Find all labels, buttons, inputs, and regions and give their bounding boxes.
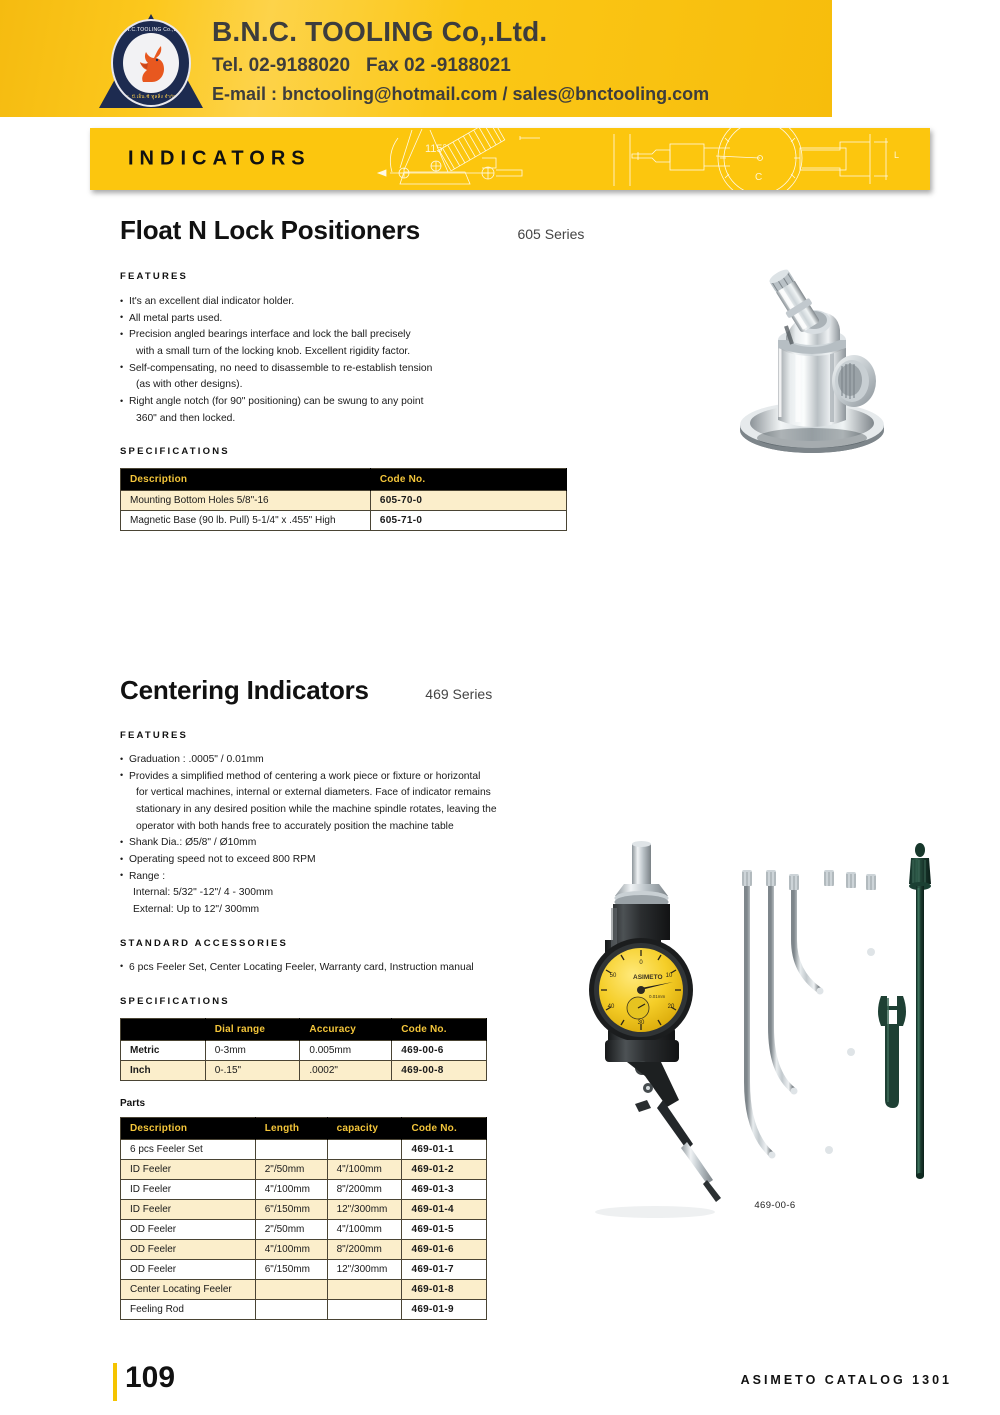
list-item: External: Up to 12"/ 300mm: [133, 904, 260, 916]
section-2-series: 469 Series: [425, 686, 493, 702]
cell-length: 4"/100mm: [255, 1180, 327, 1200]
column-header-description: Description: [121, 1118, 256, 1140]
section-2-features-heading: FEATURES: [120, 730, 189, 741]
cell-code: 469-01-4: [402, 1200, 487, 1220]
section-1-spec-table: [120, 468, 567, 531]
svg-text:30: 30: [637, 1020, 645, 1026]
list-item: with a small turn of the locking knob. Excellent rigidity factor.: [136, 346, 411, 358]
list-item: • It's an excellent dial indicator holder.: [120, 294, 680, 311]
category-title: INDICATORS: [128, 147, 311, 170]
page-number: 109: [125, 1361, 176, 1394]
list-item: • Precision angled bearings interface and lock the ball precisely: [120, 327, 680, 344]
cell-description: Feeling Rod: [121, 1300, 256, 1320]
cell-length: [255, 1300, 327, 1320]
list-item: stationary in any desired position while the machine spindle rotates, leaving the: [136, 804, 497, 816]
cell-accuracy: .0002": [300, 1061, 392, 1081]
cell-code: 469-01-5: [402, 1220, 487, 1240]
company-fax: Fax 02 -9188021: [366, 55, 511, 76]
cell-code: 469-01-2: [402, 1160, 487, 1180]
list-item: operator with both hands free to accurately position the machine table: [136, 820, 454, 832]
cell-length: 4"/100mm: [255, 1240, 327, 1260]
section-2-accessories-heading: STANDARD ACCESSORIES: [120, 937, 289, 949]
logo-ring-top-text: B.N.C.TOOLING Co.,Ltd: [120, 26, 182, 33]
horse-head-icon: [131, 42, 171, 86]
section-2-heading-row: [120, 675, 650, 706]
company-contact-block: [212, 16, 709, 105]
cell-capacity: 4"/100mm: [327, 1220, 402, 1240]
list-item: for vertical machines, internal or external diameters. Face of indicator remains: [136, 787, 491, 799]
list-item: • Right angle notch (for 90" positioning) can be swung to any point: [120, 394, 680, 411]
table-row: [121, 491, 567, 511]
column-header-description: Description: [121, 469, 371, 491]
list-item: 360" and then locked.: [136, 412, 236, 424]
svg-text:50: 50: [609, 973, 617, 979]
list-item: • 6 pcs Feeler Set, Center Locating Feeler, Warranty card, Instruction manual: [120, 960, 650, 977]
section-2-features-list: [120, 752, 650, 919]
wrench-icon: [878, 996, 906, 1108]
product-image-caption: 469-00-6: [754, 1200, 796, 1211]
cell-code: 469-01-6: [402, 1240, 487, 1260]
section-2-title: Centering Indicators: [120, 675, 369, 705]
table-row: [121, 1160, 487, 1180]
cell-description: OD Feeler: [121, 1240, 256, 1260]
cell-description: ID Feeler: [121, 1180, 256, 1200]
cell-capacity: [327, 1140, 402, 1160]
list-item: • Provides a simplified method of centering a work piece or fixture or horizontal: [120, 769, 650, 786]
table-row: [121, 511, 567, 531]
section-1-title: Float N Lock Positioners: [120, 215, 421, 245]
list-item: • Operating speed not to exceed 800 RPM: [120, 852, 650, 869]
parts-label: Parts: [120, 1098, 146, 1110]
column-header-code-no: Code No.: [370, 469, 566, 491]
section-1-series: 605 Series: [517, 226, 585, 242]
cell-code: 605-71-0: [370, 511, 566, 531]
cell-code: 469-01-8: [402, 1280, 487, 1300]
cell-capacity: 8"/200mm: [327, 1180, 402, 1200]
column-header-dial-range: Dial range: [205, 1019, 300, 1041]
table-row: [121, 1061, 487, 1081]
svg-text:10: 10: [665, 973, 673, 979]
table-header-row: [121, 469, 567, 491]
list-item: • All metal parts used.: [120, 311, 680, 328]
product-image-centering-indicator-set: [575, 832, 975, 1227]
section-1-features-list: [120, 294, 680, 427]
company-tel: Tel. 02-9188020: [212, 55, 351, 76]
cell-dial-range: 0-3mm: [205, 1041, 300, 1061]
cell-capacity: [327, 1280, 402, 1300]
table-row: [121, 1260, 487, 1280]
svg-text:0: 0: [639, 960, 643, 966]
cell-length: 6"/150mm: [255, 1260, 327, 1280]
cell-code: 469-01-7: [402, 1260, 487, 1280]
cell-code: 605-70-0: [370, 491, 566, 511]
product-image-float-n-lock-positioner: [700, 252, 930, 467]
catalog-name: ASIMETO CATALOG 1301: [740, 1373, 952, 1387]
table-row: [121, 1300, 487, 1320]
company-phone-line: [212, 55, 709, 77]
centering-indicator-illustration-icon: [575, 832, 975, 1227]
list-item: • Shank Dia.: Ø5/8" / Ø10mm: [120, 835, 650, 852]
cell-code: 469-01-9: [402, 1300, 487, 1320]
list-item: • Range :: [120, 869, 650, 886]
table-row: [121, 1180, 487, 1200]
page-number-accent-bar: [113, 1363, 117, 1401]
logo-circle-emblem: [111, 19, 191, 107]
table-row: [121, 1220, 487, 1240]
table-row: [121, 1041, 487, 1061]
cell-capacity: [327, 1300, 402, 1320]
cell-unit-system: Inch: [121, 1061, 206, 1081]
table-row: [121, 1140, 487, 1160]
column-header-code-no: Code No.: [392, 1019, 487, 1041]
cell-description: Mounting Bottom Holes 5/8"-16: [121, 491, 371, 511]
cell-length: 2"/50mm: [255, 1220, 327, 1240]
cell-description: ID Feeler: [121, 1200, 256, 1220]
cell-capacity: 12"/300mm: [327, 1260, 402, 1280]
list-item: • Graduation : .0005" / 0.01mm: [120, 752, 650, 769]
svg-text:L: L: [894, 150, 900, 160]
technical-drawing-artwork-icon: [370, 128, 930, 190]
cell-description: Center Locating Feeler: [121, 1280, 256, 1300]
svg-text:40: 40: [607, 1004, 615, 1010]
cell-dial-range: 0-.15": [205, 1061, 300, 1081]
column-header-blank: [121, 1019, 206, 1041]
dial-brand-label: ASIMETO: [633, 974, 663, 981]
column-header-length: Length: [255, 1118, 327, 1140]
category-banner: [90, 128, 930, 190]
company-header: [0, 0, 832, 117]
cell-length: [255, 1140, 327, 1160]
list-item: • Self-compensating, no need to disassemble to re-establish tension: [120, 361, 680, 378]
cell-description: OD Feeler: [121, 1220, 256, 1240]
column-header-capacity: capacity: [327, 1118, 402, 1140]
cell-code: 469-01-1: [402, 1140, 487, 1160]
cell-capacity: 8"/200mm: [327, 1240, 402, 1260]
company-logo: [95, 8, 207, 113]
page-footer: [0, 1345, 1000, 1415]
cell-description: 6 pcs Feeler Set: [121, 1140, 256, 1160]
cell-length: 2"/50mm: [255, 1160, 327, 1180]
cell-description: Magnetic Base (90 lb. Pull) 5-1/4" x .455" High: [121, 511, 371, 531]
section-1-heading-row: [120, 215, 680, 246]
section-1-features-heading: FEATURES: [120, 271, 189, 282]
table-row: [121, 1280, 487, 1300]
cell-code: 469-01-3: [402, 1180, 487, 1200]
table-header-row: [121, 1019, 487, 1041]
cell-capacity: 12"/300mm: [327, 1200, 402, 1220]
table-row: [121, 1200, 487, 1220]
positioner-illustration-icon: [700, 252, 930, 467]
svg-text:C: C: [755, 172, 763, 183]
list-item: Internal: 5/32" -12"/ 4 - 300mm: [133, 887, 274, 899]
section-float-n-lock-positioners: [120, 215, 680, 531]
cell-code: 469-00-6: [392, 1041, 487, 1061]
section-1-spec-heading: SPECIFICATIONS: [120, 446, 230, 458]
table-header-row: [121, 1118, 487, 1140]
column-header-accuracy: Accuracy: [300, 1019, 392, 1041]
section-2-parts-table: [120, 1117, 487, 1320]
cell-code: 469-00-8: [392, 1061, 487, 1081]
feeling-rod-icon: [909, 843, 931, 1179]
cell-unit-system: Metric: [121, 1041, 206, 1061]
company-email: E-mail : bnctooling@hotmail.com / sales@bnctooling.com: [212, 84, 710, 104]
list-item: (as with other designs).: [136, 379, 243, 391]
company-name: B.N.C. TOOLING Co,.Ltd.: [212, 16, 548, 47]
cell-description: OD Feeler: [121, 1260, 256, 1280]
cell-accuracy: 0.005mm: [300, 1041, 392, 1061]
logo-ring-bottom-text: บ. บี.เอ็น.ซี ทูลลิ่ง จำกัด: [125, 93, 177, 99]
section-2-spec-heading: SPECIFICATIONS: [120, 996, 230, 1008]
cell-capacity: 4"/100mm: [327, 1160, 402, 1180]
section-2-spec-table: [120, 1018, 487, 1081]
svg-text:0.01mm: 0.01mm: [649, 994, 666, 999]
section-centering-indicators: [120, 675, 650, 1320]
table-row: [121, 1240, 487, 1260]
column-header-code-no: Code No.: [402, 1118, 487, 1140]
cell-length: [255, 1280, 327, 1300]
cell-length: 6"/150mm: [255, 1200, 327, 1220]
section-2-accessories-list: [120, 960, 650, 977]
svg-text:20: 20: [667, 1004, 675, 1010]
cell-description: ID Feeler: [121, 1160, 256, 1180]
svg-text:115°: 115°: [425, 143, 447, 155]
